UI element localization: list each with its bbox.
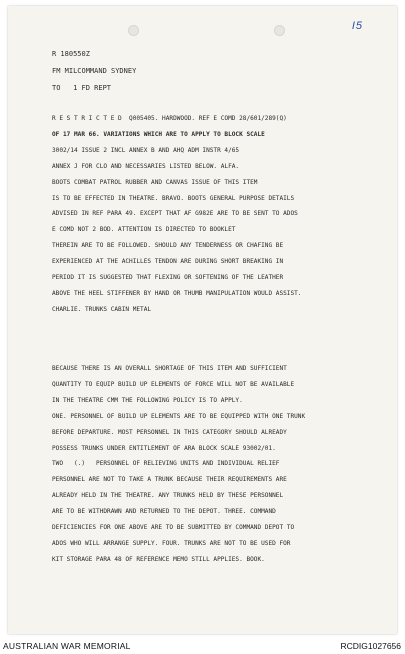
text-line: IS TO BE EFFECTED IN THEATRE. BRAVO. BOOTS GENERAL PURPOSE DETAILS — [52, 194, 295, 202]
paragraph-2 — [52, 361, 387, 568]
text-line: CHARLIE. TRUNKS CABIN METAL — [52, 305, 152, 313]
text-line: OF 17 MAR 66. VARIATIONS WHICH ARE TO APPLY TO BLOCK SCALE — [52, 130, 265, 138]
message-header — [52, 46, 136, 97]
page-number: I5 — [351, 20, 363, 32]
text-line: BECAUSE THERE IS AN OVERALL SHORTAGE OF THIS ITEM AND SUFFICIENT — [52, 365, 287, 372]
text-line: ADVISED IN REF PARA 49. EXCEPT THAT AF G982E ARE TO BE SENT TO ADOS — [52, 210, 298, 218]
text-line: IN THE THEATRE CMM THE FOLLOWING POLICY IS TO APPLY. — [52, 396, 243, 404]
text-line: THEREIN ARE TO BE FOLLOWED. SHOULD ANY TENDERNESS OR CHAFING BE — [52, 242, 284, 250]
footer-bar — [0, 638, 405, 654]
punch-hole-left — [128, 25, 139, 36]
text-line: E COMD NOT 2 BOD. ATTENTION IS DIRECTED TO BOOKLET — [52, 226, 236, 234]
text-line: ANNEX J FOR CLO AND NECESSARIES LISTED BELOW. ALFA. — [52, 162, 240, 170]
paragraph-1 — [52, 111, 387, 318]
text-line: 3002/14 ISSUE 2 INCL ANNEX B AND AHQ ADM INSTR 4/65 — [52, 146, 240, 154]
text-line: KIT STORAGE PARA 48 OF REFERENCE MEMO STILL APPLIES. BOOK. — [52, 555, 265, 563]
text-line: PERIOD IT IS SUGGESTED THAT FLEXING OR SOFTENING OF THE LEATHER — [52, 274, 284, 282]
document-page — [8, 6, 397, 634]
header-line: TO 1 FD REPT — [52, 84, 112, 92]
text-line: ONE. PERSONNEL OF BUILD UP ELEMENTS ARE TO BE EQUIPPED WITH ONE TRUNK — [52, 412, 306, 420]
text-line: ALREADY HELD IN THE THEATRE. ANY TRUNKS HELD BY THESE PERSONNEL — [52, 492, 284, 500]
footer-record-id: RCDIG1027656 — [340, 641, 401, 651]
text-line: ARE TO BE WITHDRAWN AND RETURNED TO THE DEPOT. THREE. COMMAND — [52, 508, 276, 516]
footer-source: AUSTRALIAN WAR MEMORIAL — [3, 641, 131, 651]
text-line: QUANTITY TO EQUIP BUILD UP ELEMENTS OF FORCE WILL NOT BE AVAILABLE — [52, 380, 295, 388]
text-line: ADOS WHO WILL ARRANGE SUPPLY. FOUR. TRUNKS ARE NOT TO BE USED FOR — [52, 539, 291, 547]
header-line: FM MILCOMMAND SYDNEY — [52, 67, 137, 75]
text-line: EXPERIENCED AT THE ACHILLES TENDON ARE DURING SHORT BREAKING IN — [52, 258, 284, 266]
text-line: POSSESS TRUNKS UNDER ENTITLEMENT OF ARA BLOCK SCALE 93002/01. — [52, 444, 276, 452]
text-line: R E S T R I C T E D Q005405. HARDWOOD. REF E COMD 28/601/289(Q) — [52, 115, 287, 122]
header-line: R 180550Z — [52, 50, 90, 58]
punch-hole-right — [274, 25, 285, 36]
text-line: ABOVE THE HEEL STIFFENER BY HAND OR THUMB MANIPULATION WOULD ASSIST. — [52, 289, 302, 297]
text-line: BOOTS COMBAT PATROL RUBBER AND CANVAS ISSUE OF THIS ITEM — [52, 178, 258, 186]
text-line: BEFORE DEPARTURE. MOST PERSONNEL IN THIS CATEGORY SHOULD ALREADY — [52, 428, 287, 436]
text-line: TWO (.) PERSONNEL OF RELIEVING UNITS AND INDIVIDUAL RELIEF — [52, 460, 280, 468]
text-line: PERSONNEL ARE NOT TO TAKE A TRUNK BECAUSE THEIR REQUIREMENTS ARE — [52, 476, 287, 484]
text-line: DEFICIENCIES FOR ONE ABOVE ARE TO BE SUBMITTED BY COMMAND DEPOT TO — [52, 524, 295, 532]
